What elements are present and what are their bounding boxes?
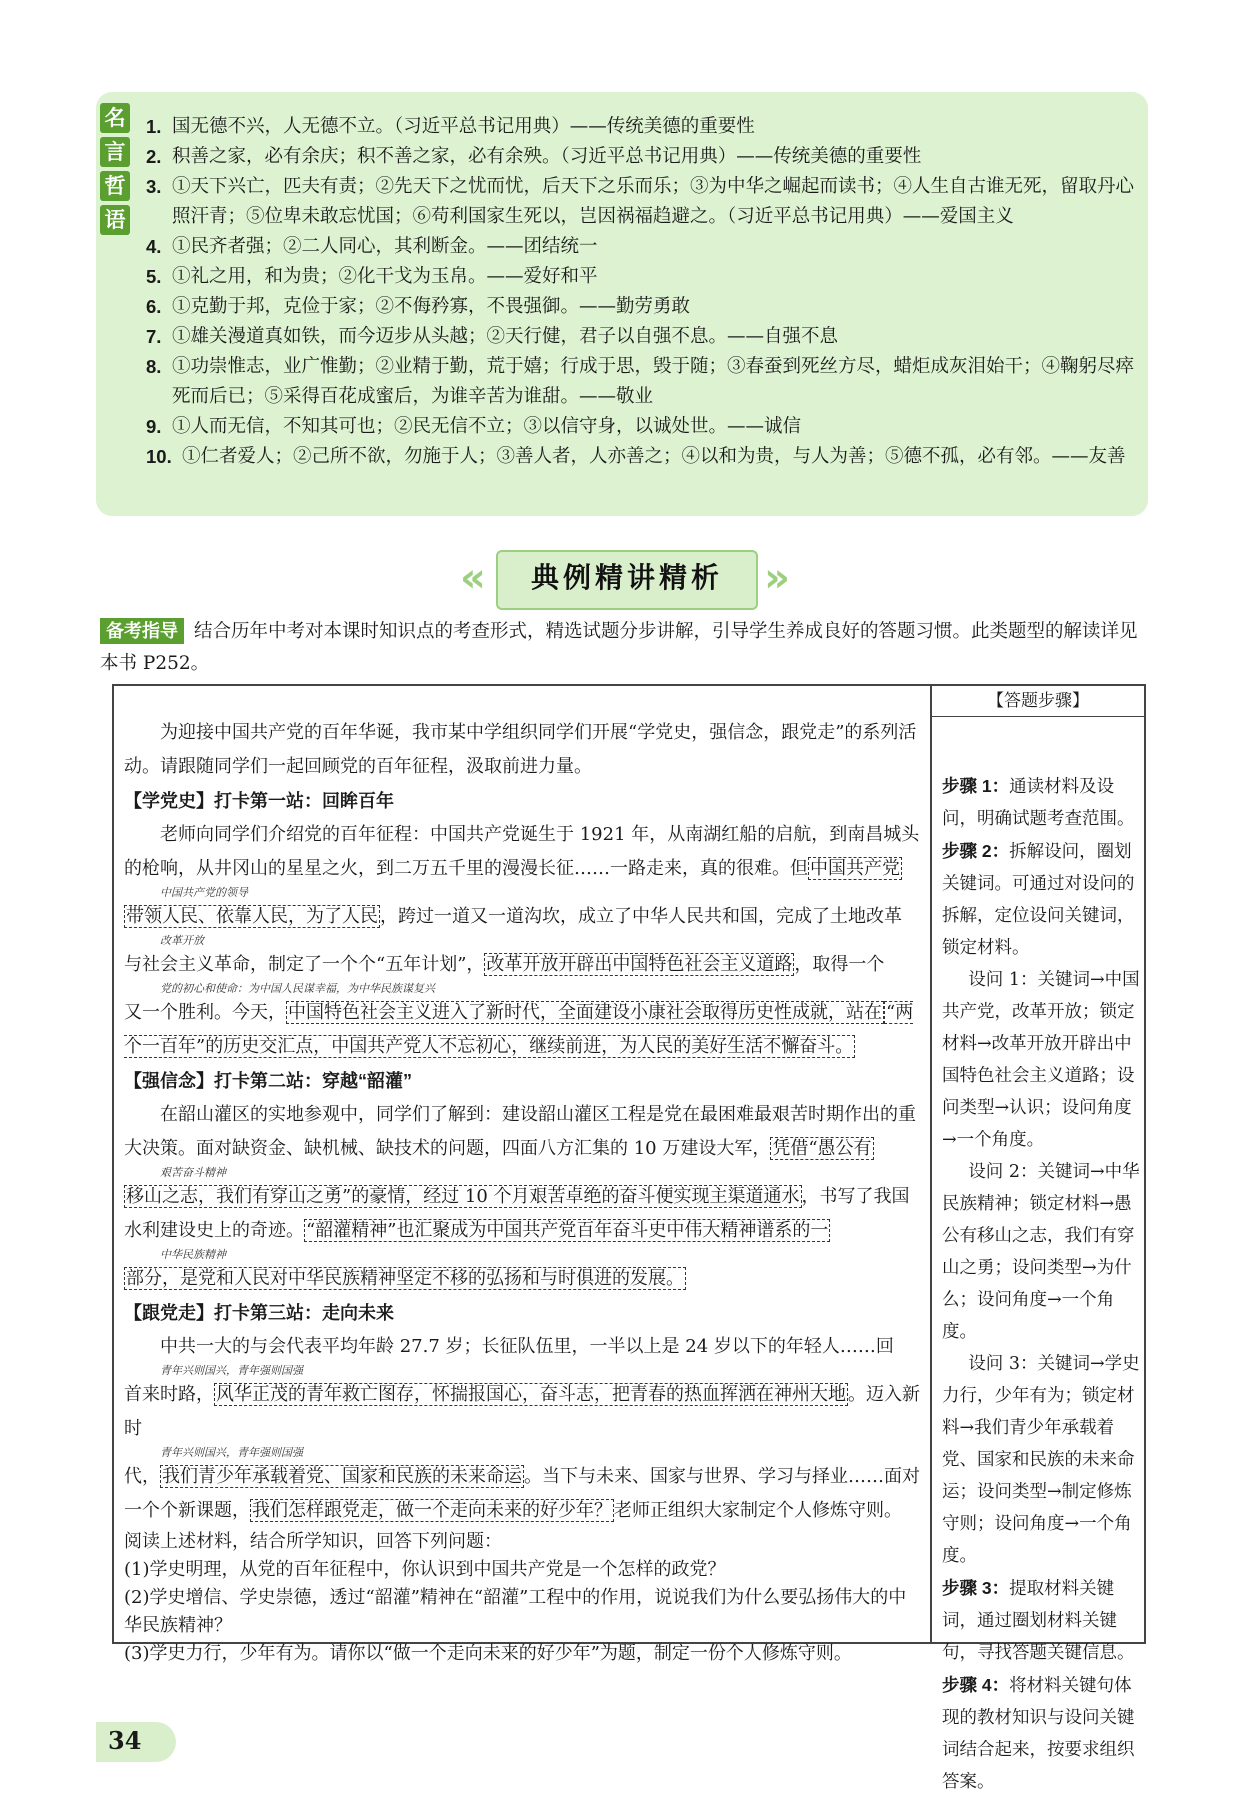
- step-item: [942, 964, 1142, 1156]
- quote-text: 积善之家，必有余庆；积不善之家，必有余殃。（习近平总书记用典）——传统美德的重要性: [172, 146, 922, 167]
- label-char: 名: [100, 103, 130, 133]
- intro-paragraph: 为迎接中国共产党的百年华诞，我市某中学组织同学们开展“学党史，强信念，跟党走”的系列活动。请跟随同学们一起回顾党的百年征程，汲取前进力量。: [124, 722, 917, 777]
- text-run: 首来时路，: [124, 1384, 214, 1405]
- chevron-left-icon: «: [460, 555, 486, 601]
- highlight-box: 凭借“愚公有: [772, 1138, 872, 1159]
- section-banner: [460, 550, 790, 606]
- highlight-box: 部分，是党和人民对中华民族精神坚定不移的弘扬和与时俱进的发展。: [126, 1268, 684, 1289]
- highlight-box: 中国共产党: [810, 858, 900, 879]
- highlight-box: 风华正茂的青年救亡图存，怀揣报国心，奋斗志，把青春的热血挥洒在神州大地: [216, 1384, 846, 1405]
- page-number: 34: [108, 1726, 142, 1755]
- highlight-box: 我们青少年承载着党、国家和民族的未来命运: [162, 1466, 522, 1487]
- material-paragraph: [124, 818, 920, 1064]
- step-item: [942, 770, 1142, 835]
- text-run: 与社会主义革命，制定了一个个“五年计划”，: [124, 954, 485, 975]
- step-text: 设问 2：关键词→中华民族精神；锁定材料→愚公有移山之志，我们有穿山之勇；设问类型→为什么；设问角度→一个角度。: [942, 1162, 1140, 1342]
- quote-item: [146, 352, 1142, 412]
- step-item: [942, 1156, 1142, 1348]
- text-run: 又一个胜利。今天，: [124, 1002, 286, 1023]
- quote-text: ①雄关漫道真如铁，而今迈步从头越；②天行健，君子以自强不息。——自强不息: [172, 326, 839, 347]
- step-label: 步骤 4：: [942, 1675, 1010, 1695]
- label-char: 言: [100, 137, 130, 167]
- quote-number: 7.: [146, 326, 162, 347]
- quote-item: [146, 322, 1142, 352]
- question-line: (2)学史增信、学史崇德，透过“韶灌”精神在“韶灌”工程中的作用，说说我们为什么要弘扬伟大的中华民族精神？: [124, 1587, 907, 1636]
- highlight-box: 移山之志，我们有穿山之勇”的豪情，经过 10 个月艰苦卓绝的奋斗便实现主渠道通水: [126, 1186, 800, 1207]
- quote-item: [146, 112, 1142, 142]
- quote-number: 5.: [146, 266, 162, 287]
- label-char: 哲: [100, 171, 130, 201]
- banner-title: 典例精讲精析: [530, 561, 723, 594]
- quote-item: [146, 442, 1142, 472]
- step-item: [942, 1572, 1142, 1669]
- highlight-box: “两个一百年”的历史交汇点，中国共产党人不忘初心，继续前进，为人民的美好生活不懈奋斗。: [124, 1002, 914, 1057]
- step-label: 步骤 3：: [942, 1578, 1010, 1598]
- column-divider: [930, 684, 932, 1644]
- quote-text: ①民齐者强；②二人同心，其利断金。——团结统一: [172, 236, 598, 257]
- quote-number: 10.: [146, 446, 172, 467]
- step-text: 通读材料及设问，明确试题考查范围。: [942, 777, 1135, 829]
- annotation: 党的初心和使命：为中国人民谋幸福，为中华民族谋复兴: [160, 982, 435, 995]
- quote-number: 6.: [146, 296, 162, 317]
- chevron-right-icon: »: [764, 555, 790, 601]
- annotation: 改革开放: [160, 934, 204, 947]
- quote-item: [146, 172, 1142, 232]
- quote-text: ①功崇惟志，业广惟勤；②业精于勤，荒于嬉；行成于思，毁于随；③春蚕到死丝方尽，蜡炬成灰泪始干；④鞠躬尽瘁死而后已；⑤采得百花成蜜后，为谁辛苦为谁甜。——敬业: [172, 356, 1135, 407]
- step-text: 提取材料关键词，通过圈划材料关键句，寻找答题关键信息。: [942, 1579, 1135, 1663]
- text-run: 老师正组织大家制定个人修炼守则。: [614, 1500, 902, 1521]
- quote-item: [146, 262, 1142, 292]
- quote-item: [146, 292, 1142, 322]
- quote-text: ①礼之用，和为贵；②化干戈为玉帛。——爱好和平: [172, 266, 598, 287]
- highlight-box: 我们怎样跟党走，做一个走向未来的好少年？: [252, 1500, 612, 1521]
- annotation: 艰苦奋斗精神: [160, 1166, 226, 1179]
- section-title: 【学党史】打卡第一站：回眸百年: [124, 791, 394, 811]
- quote-number: 3.: [146, 176, 162, 197]
- quote-text: ①天下兴亡，匹夫有责；②先天下之忧而忧，后天下之乐而乐；③为中华之崛起而读书；④人生自古谁无死，留取丹心照汗青；⑤位卑未敢忘忧国；⑥苟利国家生死以，岂因祸福趋避之。（习近平总书记用典）——爱国主义: [172, 176, 1135, 227]
- quote-number: 8.: [146, 356, 162, 377]
- steps-header: 【答题步骤】: [932, 686, 1144, 717]
- step-label: 步骤 2：: [942, 841, 1010, 861]
- annotation: 中国共产党的领导: [160, 886, 248, 899]
- text-run: 中共一大的与会代表平均年龄 27.7 岁；长征队伍里，一半以上是 24 岁以下的年轻人……回: [160, 1336, 894, 1357]
- step-label: 步骤 1：: [942, 776, 1010, 796]
- question-line: 阅读上述材料，结合所学知识，回答下列问题：: [124, 1531, 502, 1552]
- step-item: [942, 835, 1142, 964]
- text-run: 老师向同学们介绍党的百年征程：中国共产党诞生于 1921 年，从南湖红船的启航，到南昌城头的枪响，从井冈山的星星之火，到二万五千里的漫漫长征……一路走来，真的很难。但: [124, 824, 920, 879]
- material-paragraph: [124, 1098, 920, 1296]
- step-text: 设问 3：关键词→学史力行，少年有为；锁定材料→我们青少年承载着党、国家和民族的未来命运；设问类型→制定修炼守则；设问角度→一个角度。: [942, 1354, 1140, 1566]
- quote-text: 国无德不兴，人无德不立。（习近平总书记用典）——传统美德的重要性: [172, 116, 755, 137]
- text-run: 。当下与未来、国家与世界、学习与择业……面对一个个新课题，: [124, 1466, 920, 1521]
- material-paragraph: [124, 1330, 920, 1528]
- annotation: 青年兴则国兴，青年强则国强: [160, 1446, 303, 1459]
- annotation: 中华民族精神: [160, 1248, 226, 1261]
- quote-number: 2.: [146, 146, 162, 167]
- highlight-box: 带领人民、依靠人民，为了人民: [126, 906, 378, 927]
- annotation: 青年兴则国兴，青年强则国强: [160, 1364, 303, 1377]
- highlight-box: “韶灌精神”也汇聚成为中国共产党百年奋斗史中伟大精神谱系的一: [306, 1220, 829, 1241]
- quote-number: 9.: [146, 416, 162, 437]
- quote-item: [146, 232, 1142, 262]
- question-line: (3)学史力行，少年有为。请你以“做一个走向未来的好少年”为题，制定一份个人修炼守则。: [124, 1643, 852, 1664]
- quote-text: ①人而无信，不知其可也；②民无信不立；③以信守身，以诚处世。——诚信: [172, 416, 802, 437]
- highlight-box: 改革开放开辟出中国特色社会主义道路: [486, 954, 793, 975]
- quote-number: 4.: [146, 236, 162, 257]
- step-text: 设问 1：关键词→中国共产党，改革开放；锁定材料→改革开放开辟出中国特色社会主义道路；设问类型→认识；设问角度→一个角度。: [942, 970, 1140, 1150]
- step-text: 将材料关键句体现的教材知识与设问关键词结合起来，按要求组织答案。: [942, 1676, 1135, 1792]
- section-title: 【强信念】打卡第二站：穿越“韶灌”: [124, 1071, 412, 1091]
- text-run: ，取得一个: [794, 954, 885, 975]
- material-text: [124, 716, 920, 1668]
- quote-item: [146, 142, 1142, 172]
- guide-text: 结合历年中考对本课时知识点的考查形式，精选试题分步讲解，引导学生养成良好的答题习惯。此类题型的解读详见本书 P252。: [100, 621, 1138, 674]
- section-title: 【跟党走】打卡第三站：走向未来: [124, 1303, 394, 1323]
- step-item: [942, 1348, 1142, 1572]
- step-item: [942, 1669, 1142, 1798]
- highlight-box: 中国特色社会主义进入了新时代，全面建设小康社会取得历史性成就，站在: [288, 1002, 882, 1023]
- text-run: ，书写了我国水利建设史上的奇迹。: [124, 1186, 910, 1241]
- text-run: 代，: [124, 1466, 160, 1487]
- quote-list: [146, 112, 1142, 472]
- quotes-label: [100, 103, 132, 239]
- quote-item: [146, 412, 1142, 442]
- guide-tag: 备考指导: [100, 618, 184, 644]
- quote-number: 1.: [146, 116, 162, 137]
- text-run: ，跨过一道又一道沟坎，成立了中华人民共和国，完成了土地改革: [380, 906, 902, 927]
- answer-steps: [942, 770, 1142, 1798]
- exam-guide: [100, 616, 1145, 680]
- text-run: 。迈入新时: [124, 1384, 920, 1439]
- label-char: 语: [100, 205, 130, 235]
- quote-text: ①仁者爱人；②己所不欲，勿施于人；③善人者，人亦善之；④以和为贵，与人为善；⑤德不孤，必有邻。——友善: [182, 446, 1126, 467]
- question-line: (1)学史明理，从党的百年征程中，你认识到中国共产党是一个怎样的政党？: [124, 1559, 726, 1580]
- step-text: 拆解设问，圈划关键词。可通过对设问的拆解，定位设问关键词，锁定材料。: [942, 842, 1135, 958]
- quote-text: ①克勤于邦，克俭于家；②不侮矜寡，不畏强御。——勤劳勇敢: [172, 296, 691, 317]
- text-run: 在韶山灌区的实地参观中，同学们了解到：建设韶山灌区工程是党在最困难最艰苦时期作出的重大决策。面对缺资金、缺机械、缺技术的问题，四面八方汇集的 10 万建设大军，: [124, 1104, 916, 1159]
